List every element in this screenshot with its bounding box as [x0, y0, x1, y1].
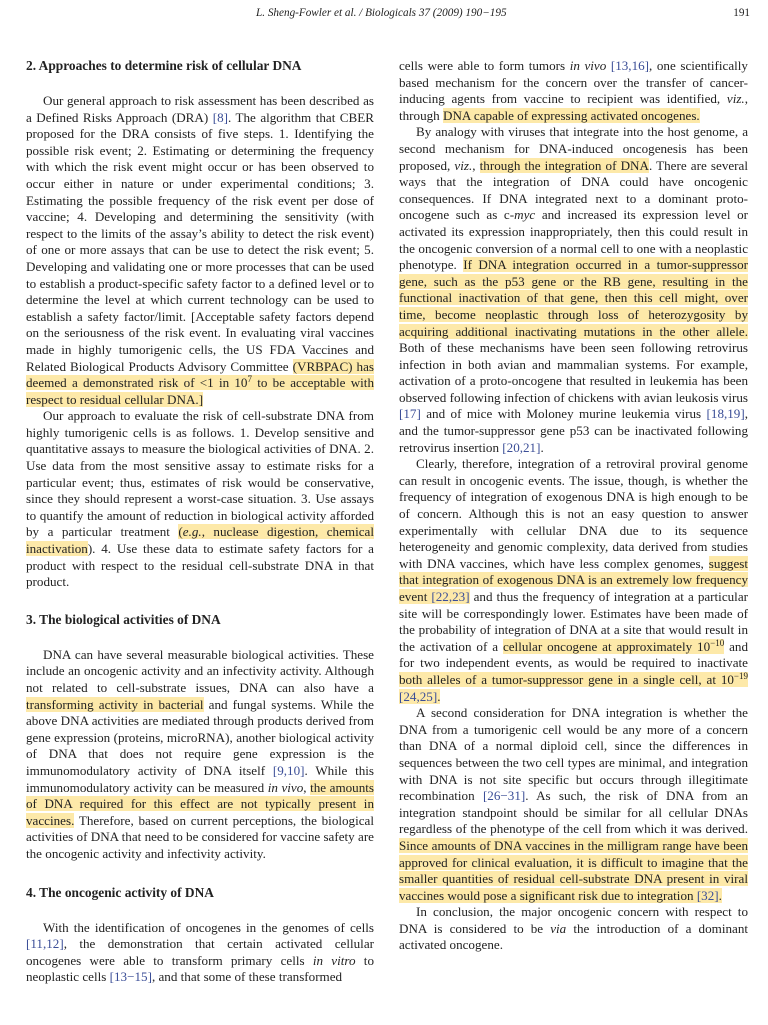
highlighted-text: [399, 672, 748, 704]
citation-link[interactable]: [26−31]: [482, 788, 526, 804]
section-4-paragraph-2: [399, 124, 748, 456]
section-4-paragraph-5: [399, 904, 748, 954]
text: Clearly, therefore, integration of a retroviral proviral genome can result in oncogenic events. The issue, though, is whether the frequency of integration of exogenous DNA is high enough to be of concern. Although this is not an easy question to answer experimentally with cellular DNA due to its sequence heterogeneity and genomic complexity, data derived from studies with DNA vaccines, which have less complex genomes,: [399, 456, 748, 571]
italic-text: via: [550, 920, 567, 936]
section-2-paragraph-1: [26, 93, 374, 408]
highlighted-text: If DNA integration occurred in a tumor-suppressor gene, such as the p53 gene or the RB gene, resulting in the functional inactivation of that gene, then this cell might, over time, become neoplastic through loss of heterozygosity by acquiring additional inactivating mutations in the other allele.: [399, 257, 748, 339]
text: suggest that integration of exogenous DNA is an extremely low frequency event: [399, 555, 748, 604]
text: Since amounts of DNA vaccines in the milligram range have been approved for clinical evaluation, it is difficult to imagine that the smaller quantities of residual cell-substrate DNA present in viral vaccines would pose a significant risk due to integration: [399, 837, 748, 903]
section-3-paragraph-1: [26, 647, 374, 863]
text: and for two independent events, as would be required to inactivate: [399, 638, 749, 671]
running-header: [0, 7, 768, 27]
page-number: 191: [733, 7, 750, 19]
superscript: −10: [710, 637, 725, 648]
superscript: 7: [247, 374, 252, 385]
citation-link[interactable]: [24,25]: [399, 688, 438, 704]
citation-link[interactable]: [32]: [696, 887, 719, 903]
citation-link[interactable]: [18,19]: [706, 406, 745, 422]
text: , the demonstration that certain activated cellular oncogenes were able to transform primary cells: [26, 936, 374, 968]
text: A second consideration for DNA integration is whether the DNA from a tumorigenic cell would be any more of a concern than DNA of a normal diploid cell, since the differences in sequences between the two cell types are minimal, and integration with DNA is not site specific but occurs through illegitimate recombination: [399, 705, 748, 804]
highlighted-text: [503, 639, 724, 654]
highlighted-text: transforming activity in bacterial: [26, 696, 204, 712]
text: , nuclease digestion, chemical inactivation: [26, 524, 374, 557]
text: .: [437, 688, 441, 704]
highlighted-text: DNA capable of expressing activated oncogenes.: [443, 107, 700, 123]
text: and of mice with Moloney murine leukemia virus: [420, 406, 707, 422]
italic-text: viz.: [454, 157, 473, 173]
text: By analogy with viruses that integrate into the host genome, a second mechanism for DNA-induced oncogenesis has been proposed,: [399, 124, 748, 173]
highlighted-text: through the integration of DNA: [479, 157, 649, 173]
text: cells were able to form tumors: [399, 58, 570, 73]
citation-link[interactable]: [13−15]: [109, 969, 152, 985]
text: DNA can have several measurable biological activities. These include an oncogenic activity and an infectivity activity. Although not related to cell-substrate issues, DNA can also have a: [26, 646, 374, 695]
text: cellular oncogene at approximately 10: [502, 638, 711, 654]
citation-link[interactable]: [13,16]: [610, 58, 650, 73]
text: ,: [303, 779, 311, 795]
text: Our approach to evaluate the risk of cell-substrate DNA from highly tumorigenic cells is as follows. 1. Develop sensitive and quantitative assays to measure the biological activities of DNA. 2. Use data from the most sensitive assay to estimate risks for a particular event; thus, estimates of risk would be conservative, since they should represent a worst-case situation. 3. Use assays to quantify the amount of reduction in biological activity afforded by a particular treatment: [26, 408, 374, 540]
running-title: L. Sheng-Fowler et al. / Biologicals 37 (2009) 190−195: [256, 7, 507, 19]
highlighted-text: [399, 838, 748, 903]
italic-text: in vivo: [569, 58, 607, 73]
text: . While this immunomodulatory activity can be measured: [26, 762, 375, 795]
left-column: [26, 57, 374, 986]
text: With the identification of oncogenes in the genomes of cells: [43, 919, 374, 935]
italic-text: myc: [514, 207, 536, 223]
text: ). 4. Use these data to estimate safety factors for a product with respect to the residual cell-substrate DNA in that product.: [26, 541, 374, 590]
text: , one scientifically based mechanism for the concern over the transfer of cancer-inducing agents from vaccine to recipient was identified,: [399, 58, 748, 107]
citation-link[interactable]: [8]: [212, 109, 228, 125]
text: Our general approach to risk assessment has been described as a Defined Risks Approach (DRA): [26, 93, 374, 125]
text: the introduction of a dominant activated oncogene.: [399, 920, 748, 953]
highlighted-text: the amounts of DNA required for this effect are not typically present in vaccines.: [26, 779, 375, 828]
text: Therefore, based on current perceptions, the biological activities of DNA that need to be considered for vaccine safety are the oncogenic activity and infectivity activity.: [26, 812, 374, 861]
text: , and that some of these transformed: [151, 969, 343, 985]
text: ,: [472, 157, 480, 173]
superscript: −19: [733, 670, 748, 681]
citation-link[interactable]: [20,21]: [502, 439, 541, 455]
text: (VRBPAC) has deemed a demonstrated risk of <1 in 10: [26, 358, 375, 391]
text: to neoplastic cells: [26, 952, 374, 985]
text: , through: [399, 91, 748, 123]
section-4-paragraph-1-continued: [399, 58, 748, 124]
section-4-paragraph-3: [399, 456, 748, 705]
citation-link[interactable]: [9,10]: [272, 762, 305, 778]
section-4-paragraph-4: [399, 705, 748, 904]
text: (: [178, 524, 183, 540]
text: In conclusion, the major oncogenic concern with respect to DNA is considered to be: [399, 904, 748, 936]
text: to be acceptable with respect to residual cellular DNA.]: [26, 375, 374, 407]
citation-link[interactable]: [22,23]: [431, 589, 470, 604]
text: both alleles of a tumor-suppressor gene in a single cell, at 10: [399, 671, 734, 687]
italic-text: viz.: [726, 91, 745, 107]
right-column: [399, 58, 748, 954]
section-2-paragraph-2: [26, 408, 374, 591]
italic-text: e.g.: [182, 524, 202, 540]
section-4-heading: 4. The oncogenic activity of DNA: [26, 884, 214, 900]
italic-text: in vitro: [312, 952, 356, 968]
text: and increased its expression level or activated its expression inappropriately, then this could result in the oncogenic conversion of a normal cell to one with a neoplastic phenotype.: [399, 207, 748, 273]
section-3-heading: 3. The biological activities of DNA: [26, 611, 221, 627]
text: . There are several ways that the integration of DNA could have oncogenic consequences. If DNA integrated next to a dominant proto-oncogene such as c-: [399, 157, 748, 223]
text: and thus the frequency of integration at a particular site will be correspondingly lower. Estimates have been made of the probability of integration of DNA at a site that would result in the activation of a: [399, 589, 748, 654]
text: and fungal systems. While the above DNA activities are mediated through products derived from gene expression (proteins, microRNA), another biological activity of DNA that does not require gene expression is the immunomodulatory activity of DNA itself: [26, 696, 374, 778]
text: . The algorithm that CBER proposed for the DRA consists of five steps. 1. Identifying the possible risk event; 2. Estimating or determining the frequency with which the risk event might occur or has been observed to occur either in nature or under experimental conditions; 3. Estimating the possible frequency of the risk event per dose of vaccine; 4. Developing and determining the sensitivity (with respect to the limits of the assay’s ability to detect the risk event) of one or more assays that can be use to detect the risk event; 5. Developing and validating one or more processes that can be used to establish a product-specific safety factor to a defined level or to determine the level at which current technology can be used to establish a safety factor/limit. [Acceptable safety factors depend on the seriousness of the risk event. In evaluating viral vaccines made in highly tumorigenic cells, the US FDA Vaccines and Related Biological Products Advisory Committee: [26, 109, 374, 374]
section-4-paragraph-1: [26, 920, 374, 986]
citation-link[interactable]: [17]: [399, 406, 421, 422]
italic-text: in vivo: [267, 779, 304, 795]
text: , and the tumor-suppressor gene p53 can be inactivated following retrovirus insertion: [399, 406, 748, 455]
text: .: [540, 439, 544, 455]
text: .: [718, 887, 722, 903]
text: Both of these mechanisms have been seen following retrovirus infection in both avian and mammalian systems. For example, activation of a proto-oncogene that resulted in leukemia has been observed following infection of chickens with avian leukosis virus: [399, 340, 748, 405]
citation-link[interactable]: [11,12]: [26, 936, 64, 952]
section-2-heading: 2. Approaches to determine risk of cellular DNA: [26, 58, 302, 73]
text: . As such, the risk of DNA from an integration standpoint should be similar for all cellular DNAs regardless of the phenotype of the cell from which it was derived.: [399, 788, 748, 837]
